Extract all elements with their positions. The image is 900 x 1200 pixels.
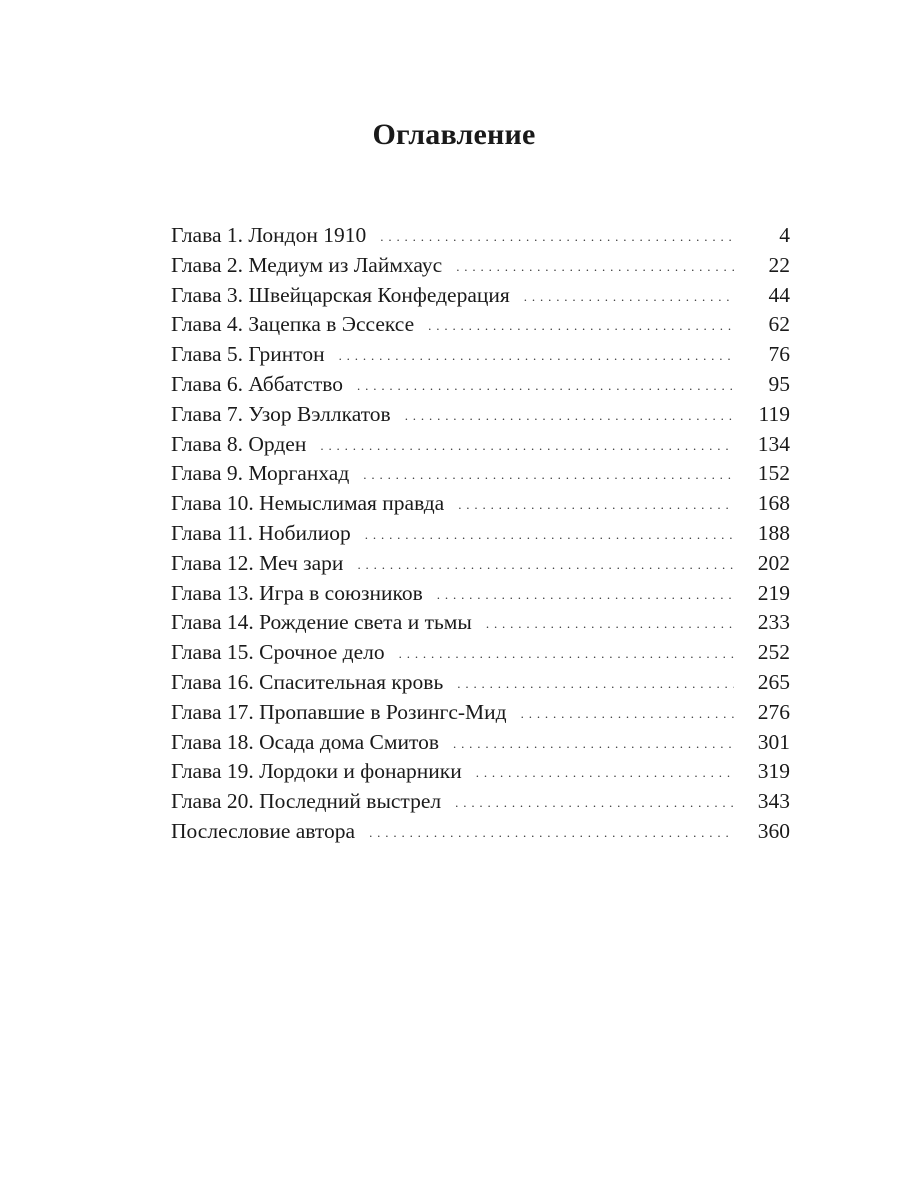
toc-entry (171, 817, 790, 847)
dot-leader (456, 252, 734, 282)
dot-leader (476, 758, 734, 788)
toc-entry (171, 698, 790, 728)
toc-page-number: 152 (757, 461, 790, 486)
dot-leader (357, 371, 734, 401)
toc-entry-title: Глава 15. Срочное дело (171, 640, 385, 665)
dot-leader (458, 490, 734, 520)
toc-page-number: 4 (779, 223, 790, 247)
toc-entry-title: Глава 10. Немыслимая правда (171, 491, 445, 516)
toc-entry (171, 489, 790, 519)
toc-page-number: 168 (757, 491, 790, 516)
dot-leader (405, 401, 734, 431)
toc-page-number: 95 (768, 371, 790, 396)
toc-entry-title: Глава 14. Рождение света и тьмы (171, 610, 472, 635)
toc-entry-title: Глава 12. Меч зари (171, 550, 344, 575)
toc-entry (171, 251, 790, 281)
toc-page-number: 343 (757, 789, 790, 814)
toc-entry (171, 579, 790, 609)
toc-page-number: 219 (757, 580, 790, 605)
toc-entry (171, 310, 790, 340)
toc-entry (171, 459, 790, 489)
toc-page-number: 360 (757, 818, 790, 843)
toc-entry (171, 430, 790, 460)
toc-page-number: 252 (757, 640, 790, 665)
toc-entry-title: Глава 4. Зацепка в Эссексе (171, 312, 415, 337)
toc-page-number: 276 (757, 699, 790, 724)
toc-entry (171, 787, 790, 817)
dot-leader (486, 609, 734, 639)
dot-leader (455, 788, 734, 818)
toc-entry-title: Глава 18. Осада дома Смитов (171, 729, 439, 754)
dot-leader (399, 639, 734, 669)
dot-leader (339, 341, 734, 371)
toc-page-number: 202 (757, 550, 790, 575)
toc-entry (171, 668, 790, 698)
toc-page-number: 188 (757, 520, 790, 545)
dot-leader (524, 282, 734, 312)
toc-entry (171, 757, 790, 787)
toc-entry (171, 281, 790, 311)
toc-entry (171, 519, 790, 549)
toc-entry-title: Глава 13. Игра в союзников (171, 580, 423, 605)
toc-page-number: 319 (757, 759, 790, 784)
toc-entry-title: Глава 16. Спасительная кровь (171, 669, 444, 694)
toc-page-number: 301 (757, 729, 790, 754)
toc-entry (171, 638, 790, 668)
toc-entry-title: Глава 9. Морганхад (171, 461, 350, 486)
dot-leader (380, 222, 734, 252)
dot-leader (457, 669, 734, 699)
toc-entry-title: Глава 17. Пропавшие в Розингс-Мид (171, 699, 507, 724)
toc-entry (171, 549, 790, 579)
toc-list (171, 221, 790, 847)
toc-entry-title: Глава 8. Орден (171, 431, 307, 456)
dot-leader (437, 580, 734, 610)
toc-entry (171, 608, 790, 638)
toc-entry-title: Глава 19. Лордоки и фонарники (171, 759, 462, 784)
toc-page-number: 134 (757, 431, 790, 456)
dot-leader (521, 699, 734, 729)
toc-entry-title: Глава 2. Медиум из Лаймхаус (171, 252, 443, 277)
dot-leader (453, 729, 734, 759)
toc-page-number: 22 (768, 252, 790, 277)
toc-entry-title: Глава 6. Аббатство (171, 371, 344, 396)
toc-title: Оглавление (372, 118, 536, 151)
dot-leader (363, 460, 734, 490)
toc-entry-title: Глава 20. Последний выстрел (171, 789, 442, 814)
dot-leader (428, 311, 734, 341)
toc-entry-title: Глава 5. Гринтон (171, 342, 325, 367)
toc-page-number: 62 (768, 312, 790, 337)
toc-page-number: 265 (757, 669, 790, 694)
toc-entry-title: Глава 3. Швейцарская Конфедерация (171, 282, 510, 307)
toc-entry (171, 370, 790, 400)
toc-entry-title: Глава 11. Нобилиор (171, 520, 351, 545)
toc-entry (171, 340, 790, 370)
toc-page-number: 119 (758, 401, 790, 426)
toc-page-number: 44 (768, 282, 790, 307)
dot-leader (320, 431, 734, 461)
dot-leader (357, 550, 734, 580)
toc-entry-title: Глава 7. Узор Вэллкатов (171, 401, 391, 426)
toc-entry (171, 400, 790, 430)
toc-entry-title: Глава 1. Лондон 1910 (171, 223, 367, 247)
dot-leader (369, 818, 734, 848)
toc-entry-title: Послесловие автора (171, 818, 356, 843)
toc-entry (171, 728, 790, 758)
dot-leader (365, 520, 734, 550)
toc-page-number: 233 (757, 610, 790, 635)
toc-entry (171, 221, 790, 251)
toc-page-number: 76 (768, 342, 790, 367)
